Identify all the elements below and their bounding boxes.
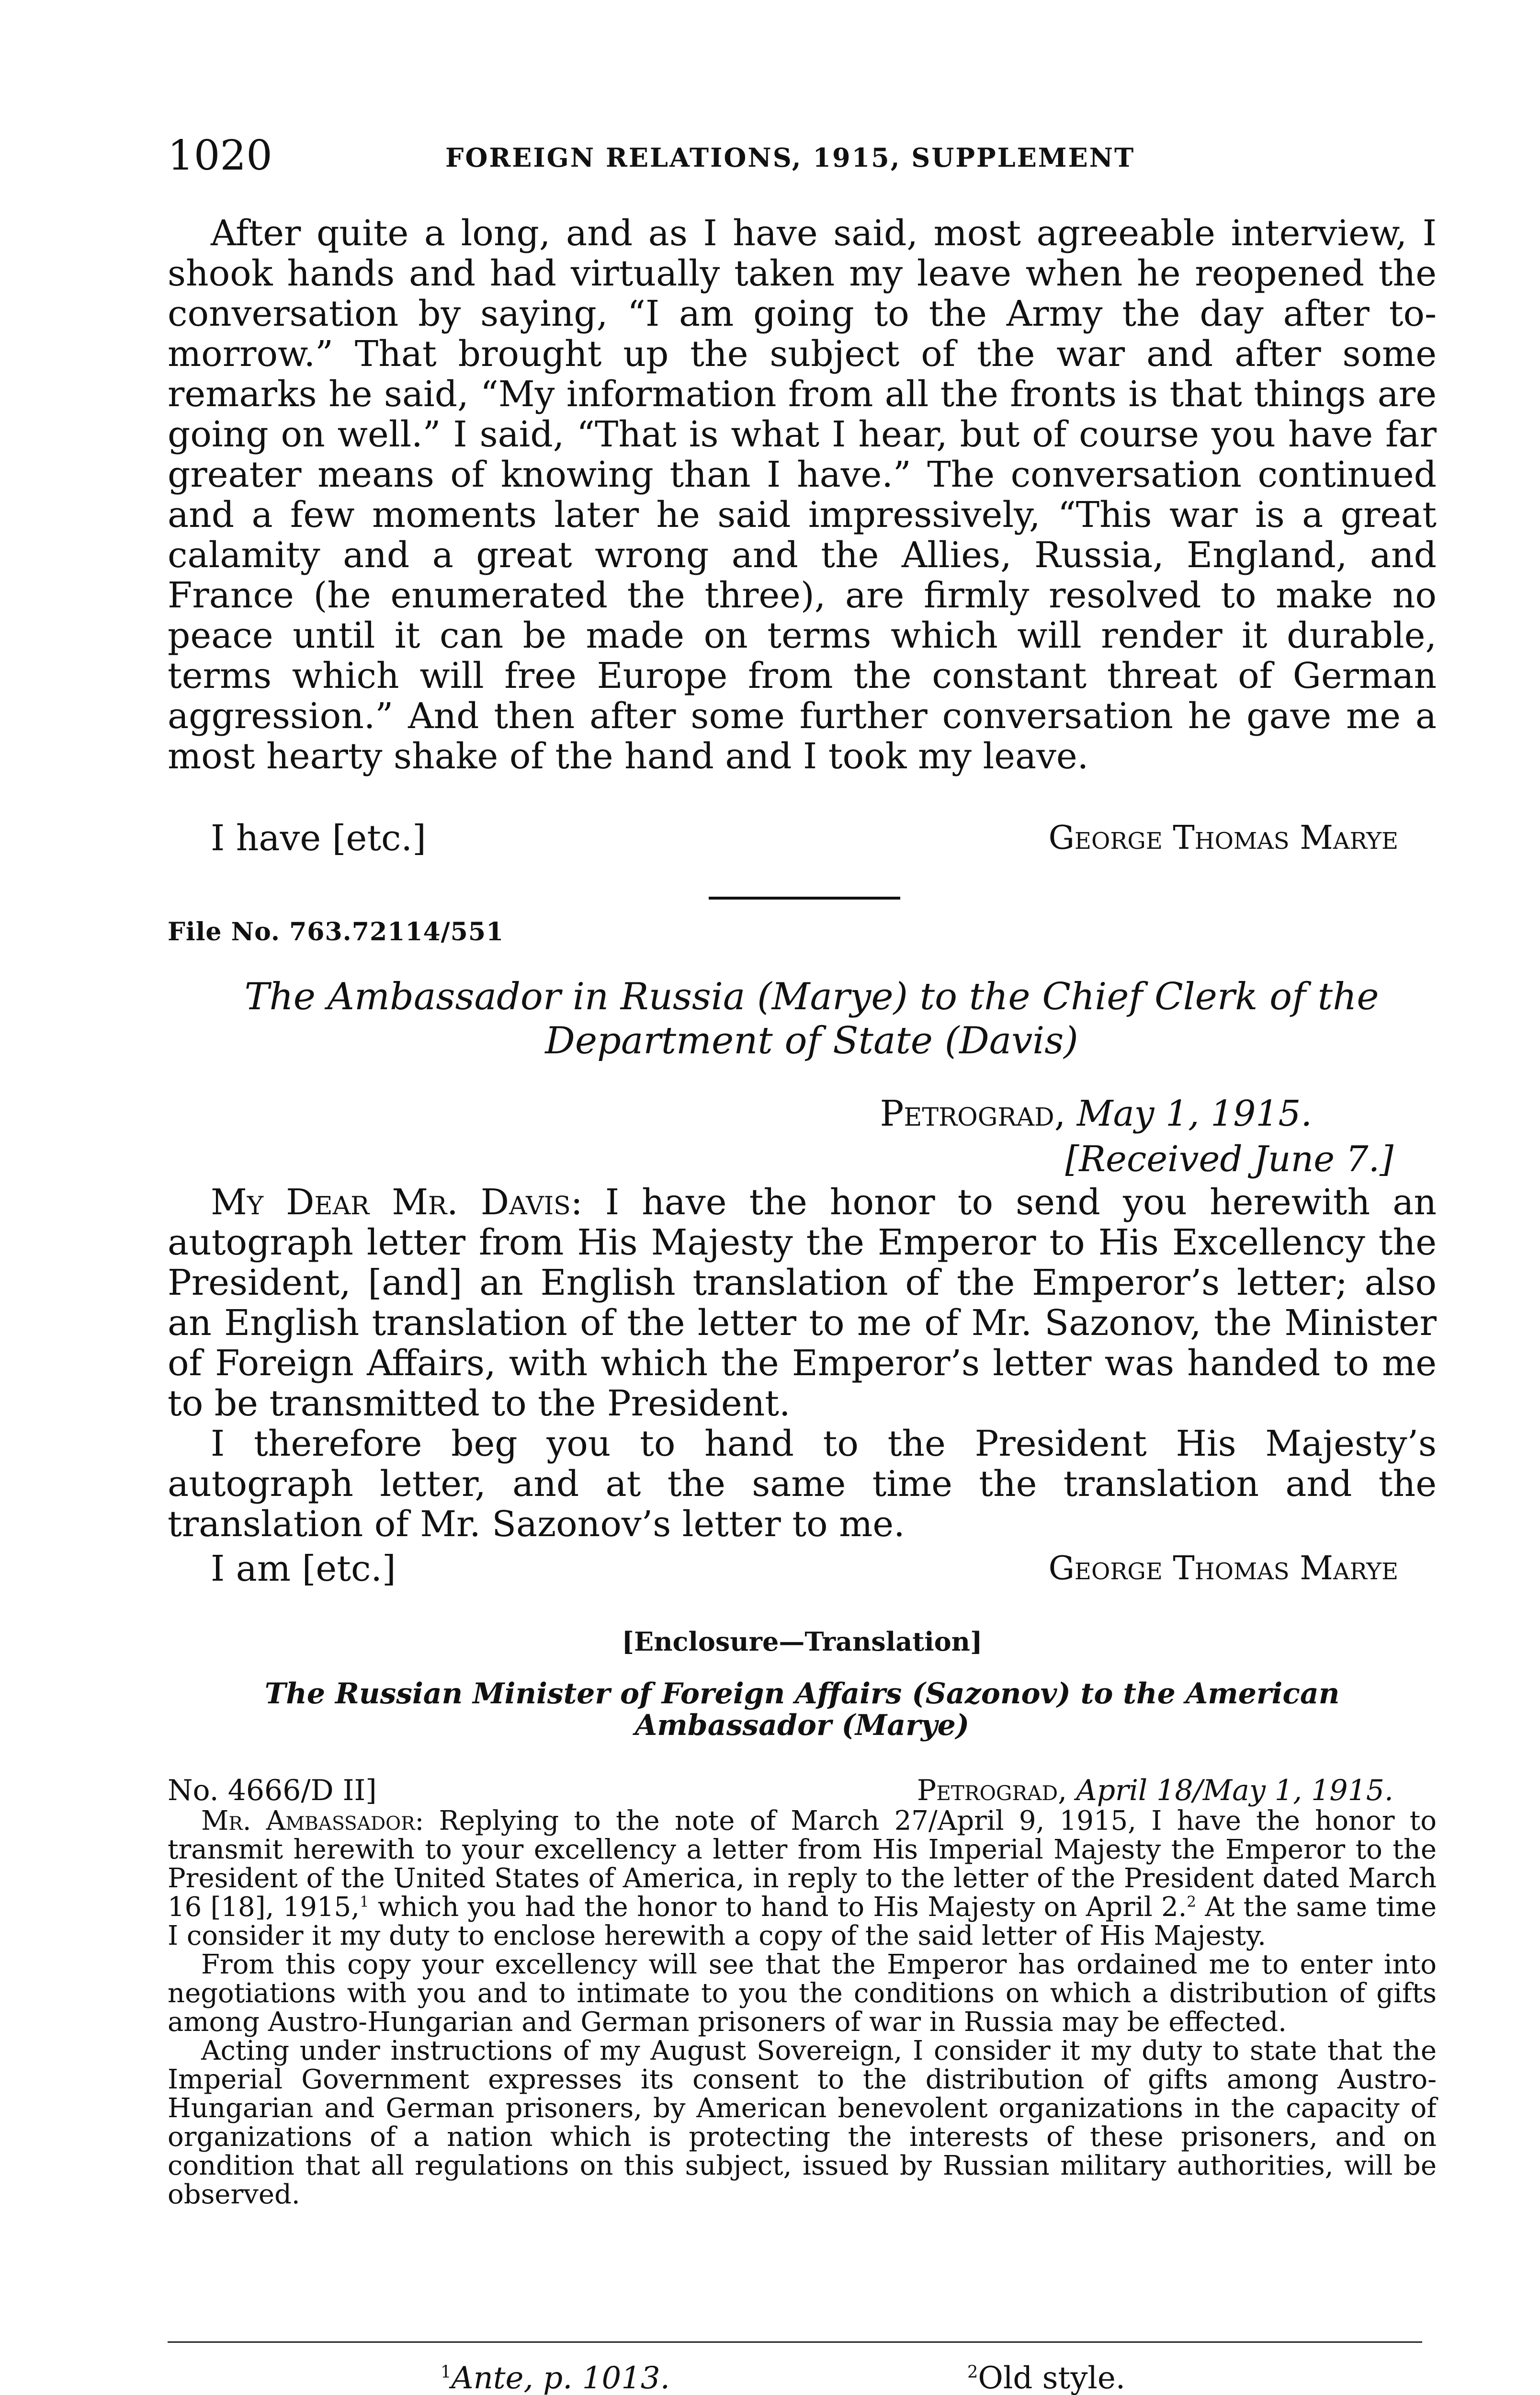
footnote-1 <box>441 2359 670 2395</box>
enclosure-number: No. 4666/D II] <box>168 1774 377 1807</box>
enclosure-title: The Russian Minister of Foreign Affairs (Sazonov) to the American Ambassador (Marye) <box>264 1677 1340 1742</box>
enclosure-place: Petrograd, <box>917 1774 1067 1807</box>
footnote-rule <box>168 2341 1422 2343</box>
second-letter-salutation: My Dear Mr. Davis: <box>211 1182 583 1223</box>
second-letter-paragraph-1 <box>168 1182 1437 1424</box>
footnote-1-text: Ante, p. 1013. <box>451 2361 670 2395</box>
enclosure-body <box>168 1807 1437 2209</box>
second-letter-date: May 1, 1915. <box>1076 1093 1312 1134</box>
second-letter-place: Petrograd, <box>880 1093 1066 1134</box>
footnote-2 <box>967 2359 1125 2395</box>
second-letter-signature: George Thomas Marye <box>1048 1550 1398 1587</box>
page-header <box>168 129 1437 187</box>
footnote-2-text: Old style. <box>978 2361 1126 2395</box>
footnote-ref-1: 1 <box>359 1893 369 1911</box>
footnote-ref-2: 2 <box>1187 1893 1197 1911</box>
second-letter-dateline <box>718 1092 1312 1135</box>
enclosure-paragraph-1 <box>168 1807 1437 1950</box>
running-title: FOREIGN RELATIONS, 1915, SUPPLEMENT <box>445 142 1135 173</box>
first-letter-paragraph: After quite a long, and as I have said, most agreeable interview, I shook hands and had virtually taken my leave when he reopened the conversation by saying, “I am going to the Army the day after to-morrow.” That brought up the subject of the war and after some remarks he said, “My information from all the fronts is that things are going on well.” I said, “That is what I hear, but of course you have far greater means of knowing than I have.” The conversation continued and a few moments later he said impressively, “This war is a great calamity and a great wrong and the Allies, Russia, England, and France (he enumerated the three), are firmly resolved to make no peace until it can be made on terms which will render it durable, terms which will free Europe from the constant threat of German aggression.” And then after some further conversation he gave me a most hearty shake of the hand and I took my leave. <box>168 213 1437 777</box>
enclosure-paragraph-1c: At the same time I consider it my duty to enclose herewith a copy of the said letter of His Majesty. <box>168 1892 1437 1951</box>
footnote-1-marker: 1 <box>441 2362 452 2382</box>
second-letter-paragraph-1-text: I have the honor to send you herewith an autograph letter from His Majesty the Emperor to His Excellency the President, [and] an English translation of the Emperor’s letter; also an English translation of the letter to me of Mr. Sazonov, the Minister of Foreign Affairs, with which the Emperor’s letter was handed to me to be transmitted to the President. <box>168 1182 1437 1424</box>
enclosure-paragraph-2: From this copy your excellency will see that the Emperor has ordained me to enter into negotiations with you and to intimate to you the conditions on which a distribution of gifts among Austro-Hungarian and German prisoners of war in Russia may be effected. <box>168 1949 1437 2038</box>
second-letter-title: The Ambassador in Russia (Marye) to the Chief Clerk of the Department of State (Davis) <box>244 975 1379 1062</box>
second-letter-body <box>168 1182 1437 1544</box>
enclosure-paragraph-1a: Replying to the note of March 27/April 9, 1915, I have the honor to transmit herewith to your excellency a letter from His Imperial Majesty the Emperor to the President of the United States of America, in reply to the letter of the President dated March 16 [18], 1915, <box>168 1805 1437 1923</box>
enclosure-salutation: Mr. Ambassador: <box>201 1805 424 1836</box>
second-letter-paragraph-2: I therefore beg you to hand to the President His Majesty’s autograph letter, and at the same time the translation and the translation of Mr. Sazonov’s letter to me. <box>168 1423 1437 1545</box>
second-letter-closing: I am [etc.] <box>211 1548 396 1589</box>
page-number: 1020 <box>168 132 272 180</box>
file-number: File No. 763.72114/551 <box>168 917 504 947</box>
enclosure-date: April 18/May 1, 1915. <box>1076 1774 1393 1807</box>
first-letter-signature: George Thomas Marye <box>1048 819 1398 857</box>
first-letter-body <box>168 213 1437 776</box>
enclosure-paragraph-3: Acting under instructions of my August Sovereign, I consider it my duty to state that the Imperial Government expresses its consent to the distribution of gifts among Austro-Hungarian and German prisoners, by American benevolent organizations in the capacity of organizations of a nation which is protecting the interests of these prisoners, and on condition that all regulations on this subject, issued by Russian military authorities, will be observed. <box>168 2035 1437 2210</box>
first-letter-closing: I have [etc.] <box>211 818 426 859</box>
enclosure-label: [Enclosure—Translation] <box>622 1626 983 1657</box>
enclosure-dateline <box>852 1775 1393 1806</box>
section-divider <box>709 897 900 900</box>
footnote-2-marker: 2 <box>967 2362 978 2382</box>
received-date: [Received June 7.] <box>1065 1139 1393 1180</box>
enclosure-paragraph-1b: which you had the honor to hand to His Majesty on April 2. <box>369 1892 1187 1923</box>
